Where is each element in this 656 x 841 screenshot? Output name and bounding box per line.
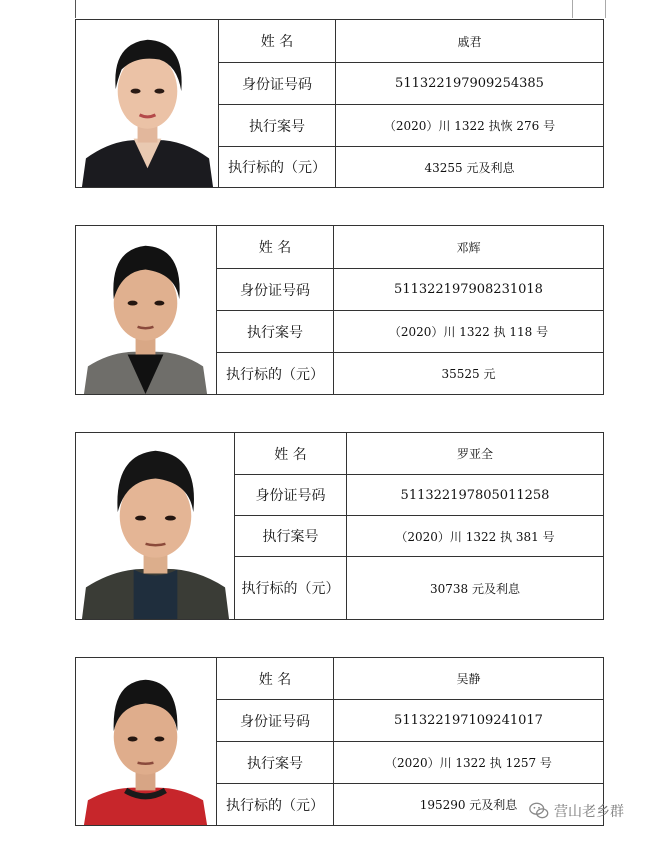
debtor-photo <box>76 226 217 394</box>
name-label: 姓 名 <box>219 20 336 62</box>
id-value: 511322197109241017 <box>394 713 543 728</box>
case-label: 执行案号 <box>219 105 336 146</box>
name-label: 姓 名 <box>217 658 334 699</box>
case-row <box>219 104 603 146</box>
name-label: 姓 名 <box>217 226 334 268</box>
amount-label: 执行标的（元） <box>217 353 334 394</box>
page-top-border <box>75 0 605 18</box>
id-label: 身份证号码 <box>217 700 334 741</box>
id-row <box>219 62 603 104</box>
name-value: 戚君 <box>457 34 482 49</box>
debtor-card-1 <box>75 19 604 188</box>
id-label: 身份证号码 <box>217 269 334 310</box>
page-top-margin-mark <box>572 0 573 18</box>
id-value: 511322197908231018 <box>394 282 543 297</box>
id-row <box>217 268 603 310</box>
watermark <box>528 800 624 822</box>
watermark-text: 营山老乡群 <box>554 804 624 820</box>
name-row <box>217 226 603 268</box>
name-value: 罗亚全 <box>456 447 493 461</box>
amount-value: 195290 元及利息 <box>419 798 518 812</box>
debtor-photo <box>76 658 217 825</box>
amount-row <box>235 556 603 619</box>
debtor-card-2 <box>75 225 604 395</box>
debtor-photo <box>76 20 219 187</box>
amount-label: 执行标的（元） <box>235 557 347 619</box>
amount-value: 30738 元及利息 <box>430 581 520 596</box>
name-value: 吴静 <box>456 672 481 686</box>
name-row <box>235 433 603 474</box>
amount-value: 43255 元及利息 <box>424 160 515 175</box>
name-row <box>217 658 603 699</box>
case-label: 执行案号 <box>217 311 334 352</box>
amount-value: 35525 元 <box>441 367 496 381</box>
id-row <box>235 474 603 515</box>
debtor-card-3 <box>75 432 604 620</box>
amount-label: 执行标的（元） <box>217 784 334 825</box>
amount-row <box>217 352 603 394</box>
amount-label: 执行标的（元） <box>219 147 336 187</box>
id-value: 511322197805011258 <box>400 487 550 503</box>
debtor-card-4 <box>75 657 604 826</box>
case-value: （2020）川 1322 执 381 号 <box>395 529 555 544</box>
case-row <box>235 515 603 556</box>
name-row <box>219 20 603 62</box>
debtor-photo <box>76 433 235 619</box>
wechat-icon <box>528 800 550 822</box>
name-value: 邓辉 <box>456 240 481 255</box>
case-value: （2020）川 1322 执 1257 号 <box>385 756 552 770</box>
case-label: 执行案号 <box>235 516 347 556</box>
case-value: （2020）川 1322 执恢 276 号 <box>383 119 556 133</box>
case-label: 执行案号 <box>217 742 334 783</box>
case-row <box>217 741 603 783</box>
id-label: 身份证号码 <box>235 475 347 515</box>
case-row <box>217 310 603 352</box>
id-label: 身份证号码 <box>219 63 336 104</box>
amount-row <box>219 146 603 187</box>
id-value: 511322197909254385 <box>395 76 544 91</box>
name-label: 姓 名 <box>235 433 347 474</box>
id-row <box>217 699 603 741</box>
case-value: （2020）川 1322 执 118 号 <box>388 325 549 339</box>
